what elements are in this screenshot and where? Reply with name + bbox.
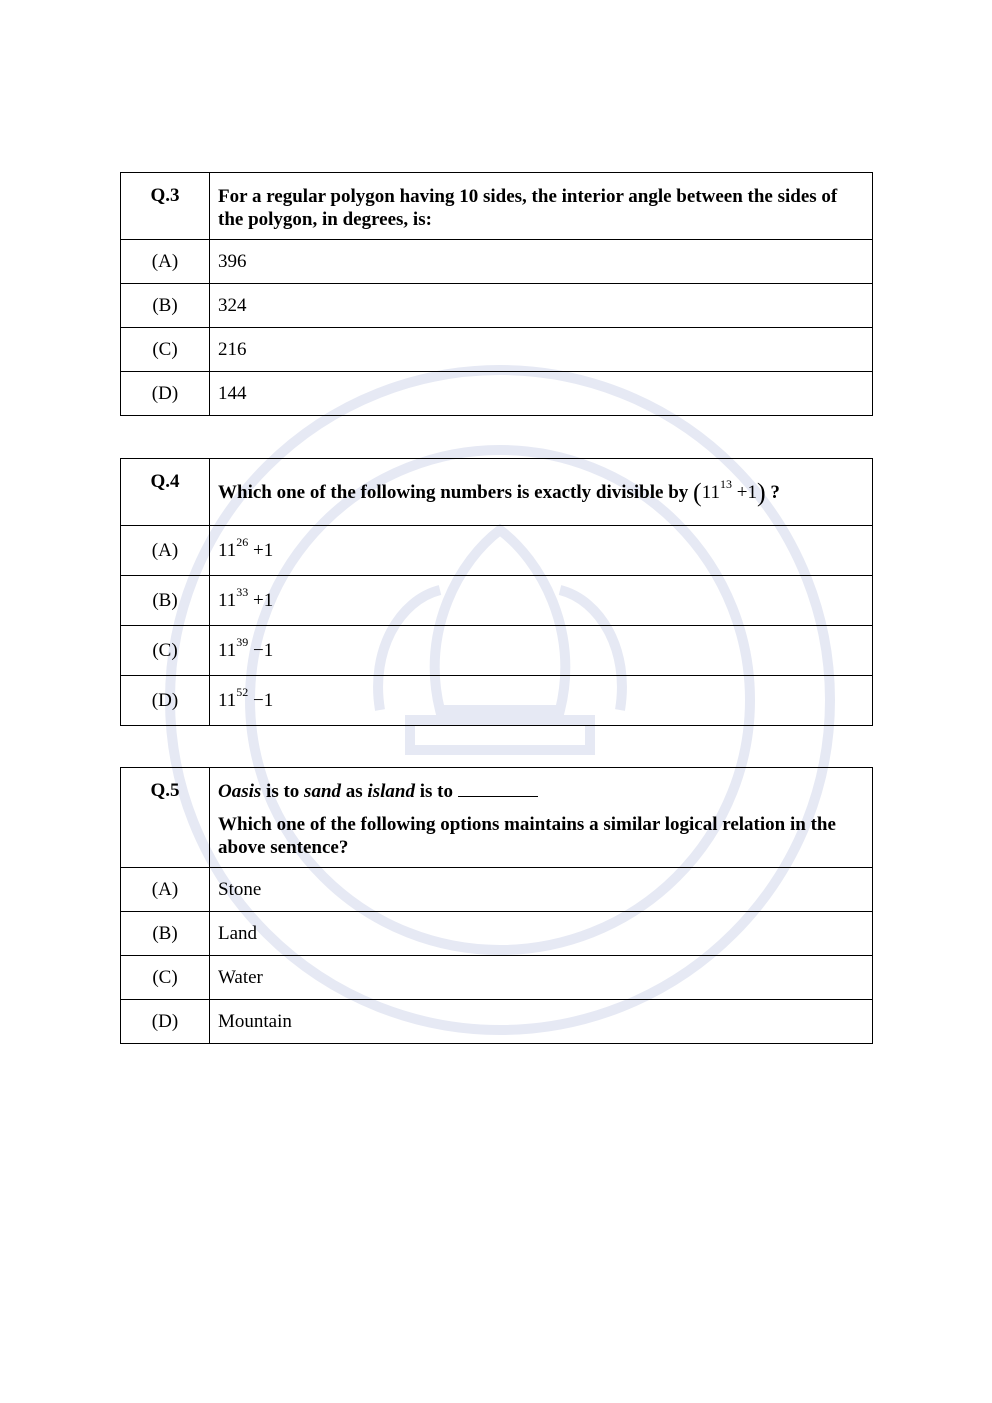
question-header-row [121, 768, 873, 868]
base: 11 [218, 639, 237, 661]
option-label: (B) [121, 576, 210, 626]
divisor-tail: +1 [732, 481, 757, 503]
base: 11 [218, 589, 237, 611]
analogy-line [218, 780, 864, 803]
word-oasis: Oasis [218, 781, 262, 802]
question-header-row [121, 459, 873, 526]
option-row [121, 1000, 873, 1044]
connector: is to [261, 781, 305, 802]
option-label: (C) [121, 328, 210, 372]
divisor-exponent: 13 [720, 477, 732, 492]
option-text: 324 [210, 284, 873, 328]
option-label: (A) [121, 526, 210, 576]
question-number: Q.5 [121, 768, 210, 868]
question-stem: For a regular polygon having 10 sides, the interior angle between the sides of the polygon, in degrees, is: [210, 173, 873, 240]
option-row [121, 526, 873, 576]
exponent: 52 [236, 685, 249, 700]
question-number: Q.3 [121, 173, 210, 240]
question-stem-cell [210, 459, 873, 526]
option-row [121, 868, 873, 912]
base: 11 [218, 689, 237, 711]
option-row [121, 372, 873, 416]
tail: +1 [248, 539, 274, 561]
option-text: 144 [210, 372, 873, 416]
question-stem: Which one of the following options maintains a similar logical relation in the above sentence? [218, 814, 836, 858]
tail: −1 [248, 639, 274, 661]
question-4-table [120, 458, 873, 726]
option-expression [210, 676, 873, 726]
exponent: 39 [236, 635, 249, 650]
tail: +1 [248, 589, 274, 611]
option-row [121, 676, 873, 726]
question-5-table [120, 767, 873, 1044]
option-label: (B) [121, 284, 210, 328]
option-row [121, 240, 873, 284]
option-row [121, 956, 873, 1000]
answer-blank [458, 782, 538, 797]
option-text: Land [210, 912, 873, 956]
option-label: (D) [121, 1000, 210, 1044]
question-stem-cell [210, 768, 873, 868]
option-text: 396 [210, 240, 873, 284]
option-text: Stone [210, 868, 873, 912]
question-header-row [121, 173, 873, 240]
paren-close: ) [756, 477, 766, 507]
option-row [121, 626, 873, 676]
question-3-table [120, 172, 873, 416]
option-text: Mountain [210, 1000, 873, 1044]
option-row [121, 284, 873, 328]
word-island: island [367, 781, 415, 802]
question-number: Q.4 [121, 459, 210, 526]
option-label: (D) [121, 372, 210, 416]
option-label: (C) [121, 956, 210, 1000]
option-label: (C) [121, 626, 210, 676]
connector: as [341, 781, 368, 802]
divisor-base: 11 [701, 481, 720, 503]
question-stem: Which one of the following numbers is exactly divisible by [218, 481, 689, 503]
exponent: 26 [236, 535, 249, 550]
option-text: 216 [210, 328, 873, 372]
option-text: Water [210, 956, 873, 1000]
tail: −1 [248, 689, 274, 711]
option-label: (D) [121, 676, 210, 726]
divisor-expression [693, 477, 770, 507]
option-label: (B) [121, 912, 210, 956]
option-expression [210, 576, 873, 626]
option-expression [210, 526, 873, 576]
word-sand: sand [304, 781, 342, 802]
exponent: 33 [236, 585, 249, 600]
option-label: (A) [121, 240, 210, 284]
base: 11 [218, 539, 237, 561]
paren-open: ( [693, 477, 702, 507]
option-label: (A) [121, 868, 210, 912]
question-mark: ? [770, 481, 780, 503]
option-row [121, 576, 873, 626]
option-row [121, 912, 873, 956]
option-row [121, 328, 873, 372]
connector: is to [414, 781, 458, 802]
option-expression [210, 626, 873, 676]
